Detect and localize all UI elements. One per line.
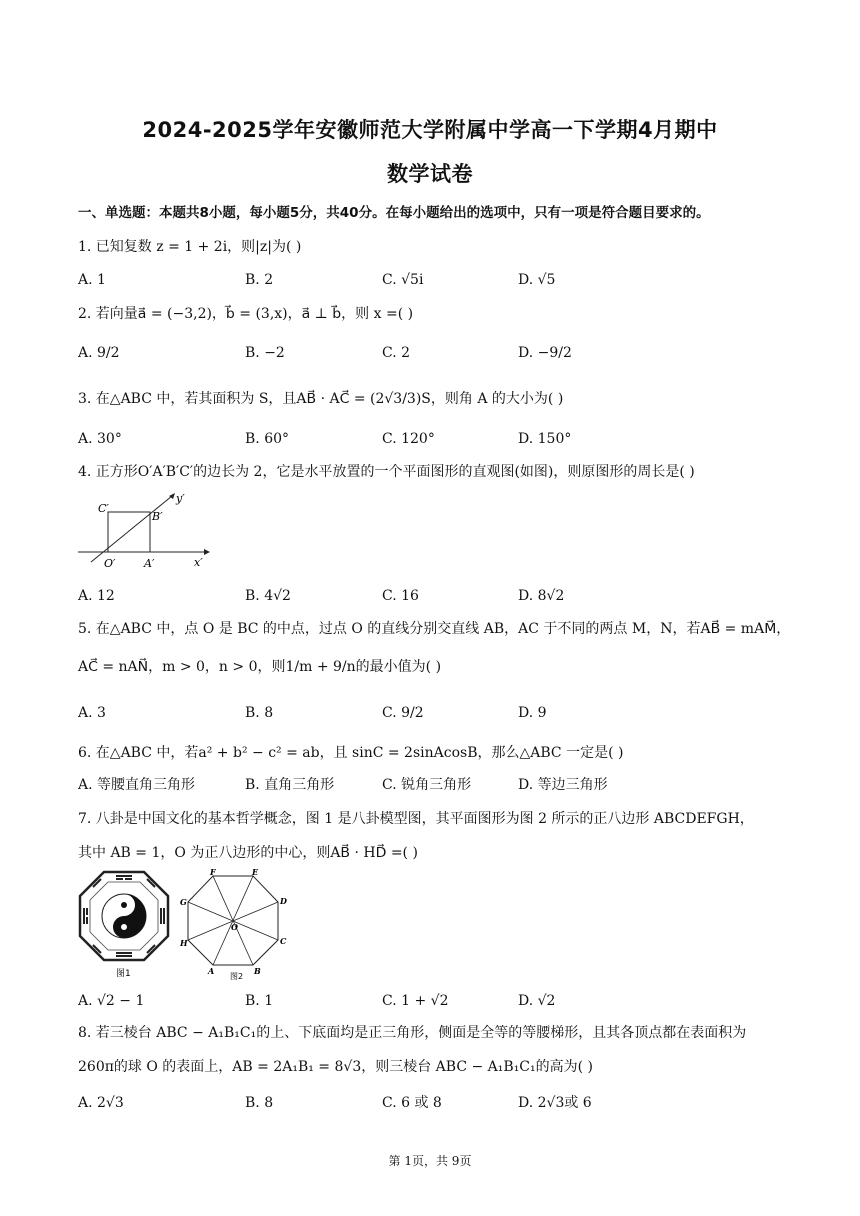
page-title: 2024-2025学年安徽师范大学附属中学高一下学期4月期中 (142, 118, 718, 142)
q6-option-a: A. 等腰直角三角形 (78, 777, 196, 793)
question-5-stem-line1: 5. 在△ABC 中，点 O 是 BC 的中点，过点 O 的直线分别交直线 AB，AC 于不同的两点 M，N，若AB⃗ = mAM⃗， (78, 621, 791, 637)
q8-option-a: A. 2√3 (78, 1095, 124, 1111)
q3-option-d: D. 150° (518, 431, 572, 447)
q2-option-a: A. 9/2 (78, 345, 120, 361)
q8-option-d: D. 2√3或 6 (518, 1095, 592, 1111)
figure-2-caption: 图2 (230, 972, 244, 980)
label-o: O′ (104, 557, 116, 570)
question-4-stem: 4. 正方形O′A′B′C′的边长为 2，它是水平放置的一个平面图形的直观图(如图)，则原图形的周长是( ) (78, 464, 695, 480)
q7-option-d: D. √2 (518, 993, 556, 1009)
question-8-stem-line1: 8. 若三棱台 ABC − A₁B₁C₁的上、下底面均是正三角形，侧面是全等的等腰梯形，且其各顶点都在表面积为 (78, 1025, 747, 1041)
svg-text:A: A (208, 966, 215, 976)
svg-text:B: B (254, 966, 261, 976)
q4-option-b: B. 4√2 (245, 588, 291, 604)
svg-text:D: D (280, 896, 287, 906)
label-c: C′ (98, 502, 109, 515)
q4-option-c: C. 16 (382, 588, 419, 604)
octagon-labels (180, 868, 287, 976)
label-b: B′ (152, 510, 163, 523)
q5-option-d: D. 9 (518, 705, 547, 721)
figure-1-caption: 图1 (116, 969, 131, 979)
q7-option-b: B. 1 (245, 993, 274, 1009)
q8-option-c: C. 6 或 8 (382, 1095, 442, 1111)
q1-option-d: D. √5 (518, 272, 556, 288)
oblique-square-figure (76, 490, 211, 572)
question-7-stem-line2: 其中 AB = 1，O 为正八边形的中心，则AB⃗ · HD⃗ =( ) (78, 845, 418, 861)
label-x: x′ (194, 556, 203, 569)
question-1-stem: 1. 已知复数 z = 1 + 2i，则|z|为( ) (78, 239, 302, 255)
question-7-stem-line1: 7. 八卦是中国文化的基本哲学概念，图 1 是八卦模型图，其平面图形为图 2 所示的正八边形 ABCDEFGH， (78, 811, 754, 827)
q4-option-a: A. 12 (78, 588, 115, 604)
question-8-stem-line2: 260π的球 O 的表面上，AB = 2A₁B₁ = 8√3，则三棱台 ABC − A₁B₁C₁的高为( ) (78, 1059, 593, 1075)
svg-text:O: O (231, 922, 238, 932)
svg-text:E: E (252, 868, 259, 877)
label-a: A′ (144, 557, 155, 570)
q8-option-b: B. 8 (245, 1095, 274, 1111)
octagon-figure (180, 868, 290, 980)
q5-option-c: C. 9/2 (382, 705, 424, 721)
octagon-diagonals (188, 876, 278, 965)
q6-option-b: B. 直角三角形 (245, 777, 335, 793)
q1-option-c: C. √5i (382, 272, 424, 288)
q4-option-d: D. 8√2 (518, 588, 565, 604)
q6-option-d: D. 等边三角形 (518, 777, 608, 793)
q3-option-a: A. 30° (78, 431, 122, 447)
q7-option-a: A. √2 − 1 (78, 993, 145, 1009)
q3-option-c: C. 120° (382, 431, 435, 447)
yang-dot (121, 924, 127, 930)
q2-option-d: D. −9/2 (518, 345, 572, 361)
q5-option-b: B. 8 (245, 705, 274, 721)
q3-option-b: B. 60° (245, 431, 290, 447)
x-axis-arrow (204, 549, 210, 555)
q7-option-c: C. 1 + √2 (382, 993, 449, 1009)
square-oabc (108, 512, 150, 552)
q1-option-a: A. 1 (78, 272, 106, 288)
q6-option-c: C. 锐角三角形 (382, 777, 472, 793)
svg-text:F: F (210, 868, 216, 877)
page-footer: 第 1页，共 9页 (388, 1154, 472, 1168)
yin-dot (121, 902, 127, 908)
question-2-stem: 2. 若向量a⃗ = (−3,2)，b⃗ = (3,x)，a⃗ ⊥ b⃗，则 x =( ) (78, 306, 414, 322)
q2-option-b: B. −2 (245, 345, 285, 361)
page-subtitle: 数学试卷 (387, 162, 473, 186)
bagua-figure (76, 868, 172, 980)
question-3-stem: 3. 在△ABC 中，若其面积为 S，且AB⃗ · AC⃗ = (2√3/3)S，则角 A 的大小为( ) (78, 391, 564, 407)
q2-option-c: C. 2 (382, 345, 411, 361)
section-heading: 一、单选题：本题共8小题，每小题5分，共40分。在每小题给出的选项中，只有一项是符合题目要求的。 (78, 205, 710, 221)
question-5-stem-line2: AC⃗ = nAN⃗，m > 0，n > 0，则1/m + 9/n的最小值为( ) (78, 659, 442, 675)
svg-text:G: G (180, 897, 187, 907)
question-6-stem: 6. 在△ABC 中，若a² + b² − c² = ab，且 sinC = 2sinAcosB，那么△ABC 一定是( ) (78, 745, 624, 761)
svg-text:H: H (180, 938, 188, 948)
q5-option-a: A. 3 (78, 705, 106, 721)
q1-option-b: B. 2 (245, 272, 274, 288)
label-y: y′ (176, 492, 185, 505)
svg-text:C: C (280, 936, 287, 946)
